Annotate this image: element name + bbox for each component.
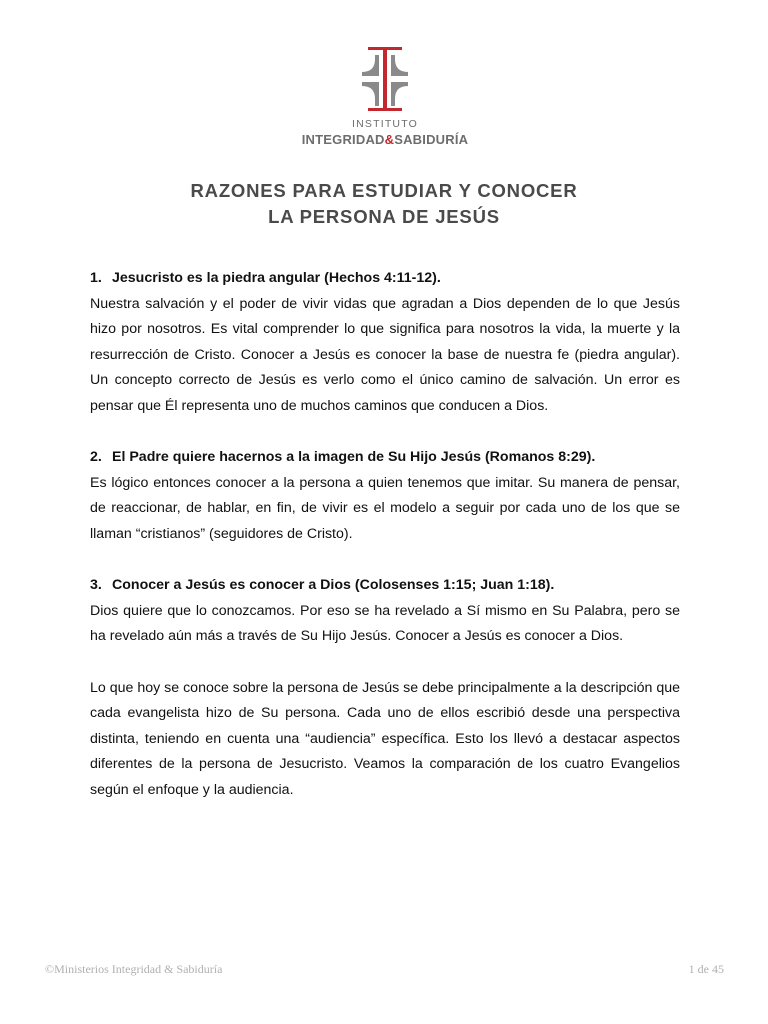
section-number: 2. [90,449,102,466]
section-body: Es lógico entonces conocer a la persona a quien tenemos que imitar. Su manera de pensar, de reaccionar, de hablar, en fin, de vivir es el modelo a seguir por cada uno de los que se llaman “cristianos” (seguidores de Cristo). [90,474,680,542]
logo-ampersand: & [384,132,395,147]
section-number: 3. [90,577,102,594]
section-3 [90,573,680,650]
section-1 [90,266,680,420]
title-line-2: LA PERSONA DE JESÚS [268,206,500,227]
section-body: Dios quiere que lo conozcamos. Por eso se ha revelado a Sí mismo en Su Palabra, pero se ha revelado aún más a través de Su Hijo Jesús. Conocer a Jesús es conocer a Dios. [90,602,680,645]
footer-copyright: ©Ministerios Integridad & Sabiduría [45,962,223,976]
section-body: Nuestra salvación y el poder de vivir vidas que agradan a Dios dependen de lo que Jesús hizo por nosotros. Es vital comprender lo que significa para nosotros la vida, la muerte y la resurrección de Cristo. Conocer a Jesús es conocer la base de nuestra fe (piedra angular). Un concepto correcto de Jesús es verlo como el único camino de salvación. Un error es pensar que Él representa uno de muchos caminos que conducen a Dios. [90,295,680,414]
institute-logo [300,46,470,152]
document-body [90,266,680,803]
section-heading [90,445,680,471]
logo-name [300,132,470,147]
section-heading [90,573,680,599]
logo-name-part2: SABIDURÍA [394,132,469,147]
cross-emblem-icon [358,46,412,112]
footer-page-number: 1 de 45 [688,962,724,976]
logo-subtitle: INSTITUTO [351,118,419,130]
section-heading-text: El Padre quiere hacernos a la imagen de Su Hijo Jesús (Romanos 8:29). [112,449,596,466]
section-heading-text: Jesucristo es la piedra angular (Hechos 4:11-12). [112,270,441,286]
section-2 [90,445,680,547]
section-number: 1. [90,270,102,286]
title-line-1: RAZONES PARA ESTUDIAR Y CONOCER [190,180,578,201]
section-heading-text: Conocer a Jesús es conocer a Dios (Colosenses 1:15; Juan 1:18). [112,577,555,594]
logo-name-part1: INTEGRIDAD [301,132,385,147]
section-heading [90,266,680,292]
page-title [80,178,688,230]
closing-paragraph: Lo que hoy se conoce sobre la persona de Jesús se debe principalmente a la descripción que cada evangelista hizo de Su persona. Cada uno de ellos escribió desde una perspectiva distinta, teniendo en cuenta una “audiencia” específica. Esto los llevó a destacar aspectos diferentes de la persona de Jesucristo. Veamos la comparación de los cuatro Evangelios según el enfoque y la audiencia. [90,679,680,798]
